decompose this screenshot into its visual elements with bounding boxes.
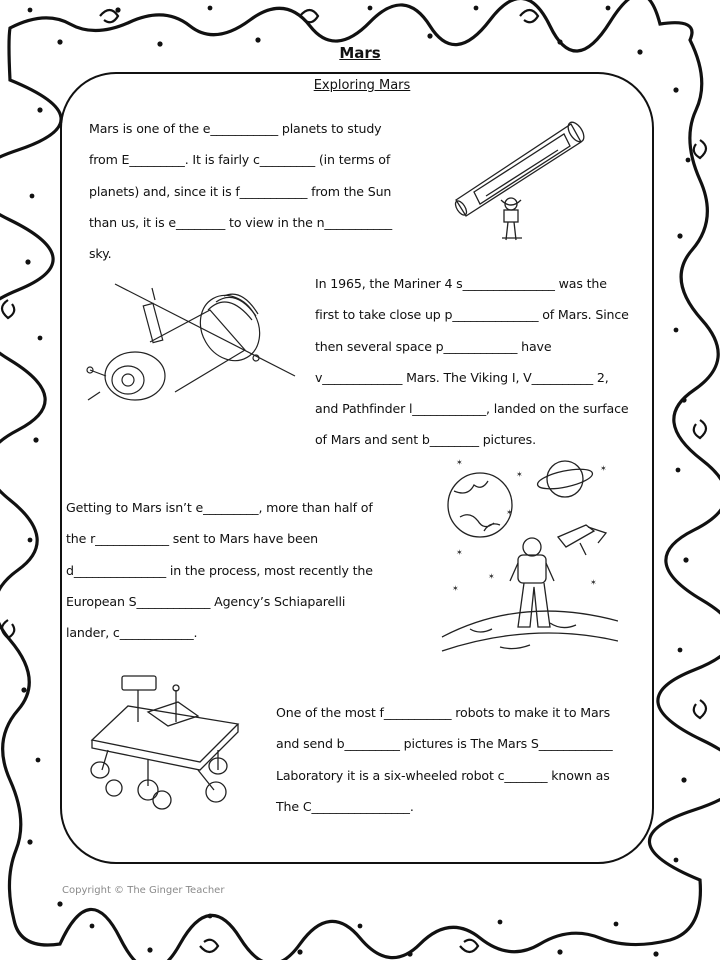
telescope-illustration [446, 112, 616, 247]
svg-text:✶: ✶ [600, 464, 607, 473]
text-line: Mars is one of the e___________ planets to study [89, 121, 382, 136]
text-line: and send b_________ pictures is The Mars S____________ [276, 736, 613, 752]
space-station-illustration [80, 280, 300, 408]
svg-text:✶: ✶ [590, 578, 597, 587]
text-line: One of the most f___________ robots to make it to Mars [276, 705, 610, 720]
svg-text:✶: ✶ [456, 458, 463, 467]
planets-astronaut-illustration [440, 455, 618, 663]
mars-rover-illustration [88, 670, 248, 812]
text-line: planets) and, since it is f___________ from the Sun [89, 183, 392, 199]
svg-text:✶: ✶ [452, 584, 459, 593]
text-line: sky. [89, 246, 112, 262]
paragraph-mariner [315, 268, 629, 456]
svg-text:✶: ✶ [506, 508, 513, 517]
text-line: In 1965, the Mariner 4 s_______________ was the [315, 276, 607, 291]
page-subtitle: Exploring Mars [313, 78, 411, 93]
text-line: and Pathfinder l____________, landed on the surface [315, 401, 629, 417]
text-line: Getting to Mars isn’t e_________, more than half of [66, 500, 373, 515]
text-line: from E_________. It is fairly c_________ (in terms of [89, 152, 391, 168]
svg-text:✶: ✶ [456, 548, 463, 557]
text-line: of Mars and sent b________ pictures. [315, 432, 536, 448]
page-title: Mars [339, 44, 381, 62]
paragraph-mars-intro [89, 113, 392, 269]
text-line: Laboratory it is a six-wheeled robot c_______ known as [276, 767, 610, 783]
text-line: lander, c____________. [66, 625, 198, 641]
text-line: The C________________. [276, 798, 414, 814]
svg-text:✶: ✶ [516, 470, 523, 479]
text-line: v_____________ Mars. The Viking I, V__________ 2, [315, 369, 609, 385]
text-line: the r____________ sent to Mars have been [66, 531, 318, 547]
copyright-notice: Copyright © The Ginger Teacher [62, 885, 225, 896]
text-line: d_______________ in the process, most recently the [66, 562, 373, 578]
text-line: first to take close up p______________ of Mars. Since [315, 307, 629, 323]
text-line: then several space p____________ have [315, 338, 552, 354]
text-line: European S____________ Agency’s Schiaparelli [66, 593, 346, 609]
paragraph-getting-to-mars [66, 492, 373, 648]
svg-text:✶: ✶ [488, 572, 495, 581]
text-line: than us, it is e________ to view in the n___________ [89, 214, 393, 230]
paragraph-rover [276, 697, 612, 822]
